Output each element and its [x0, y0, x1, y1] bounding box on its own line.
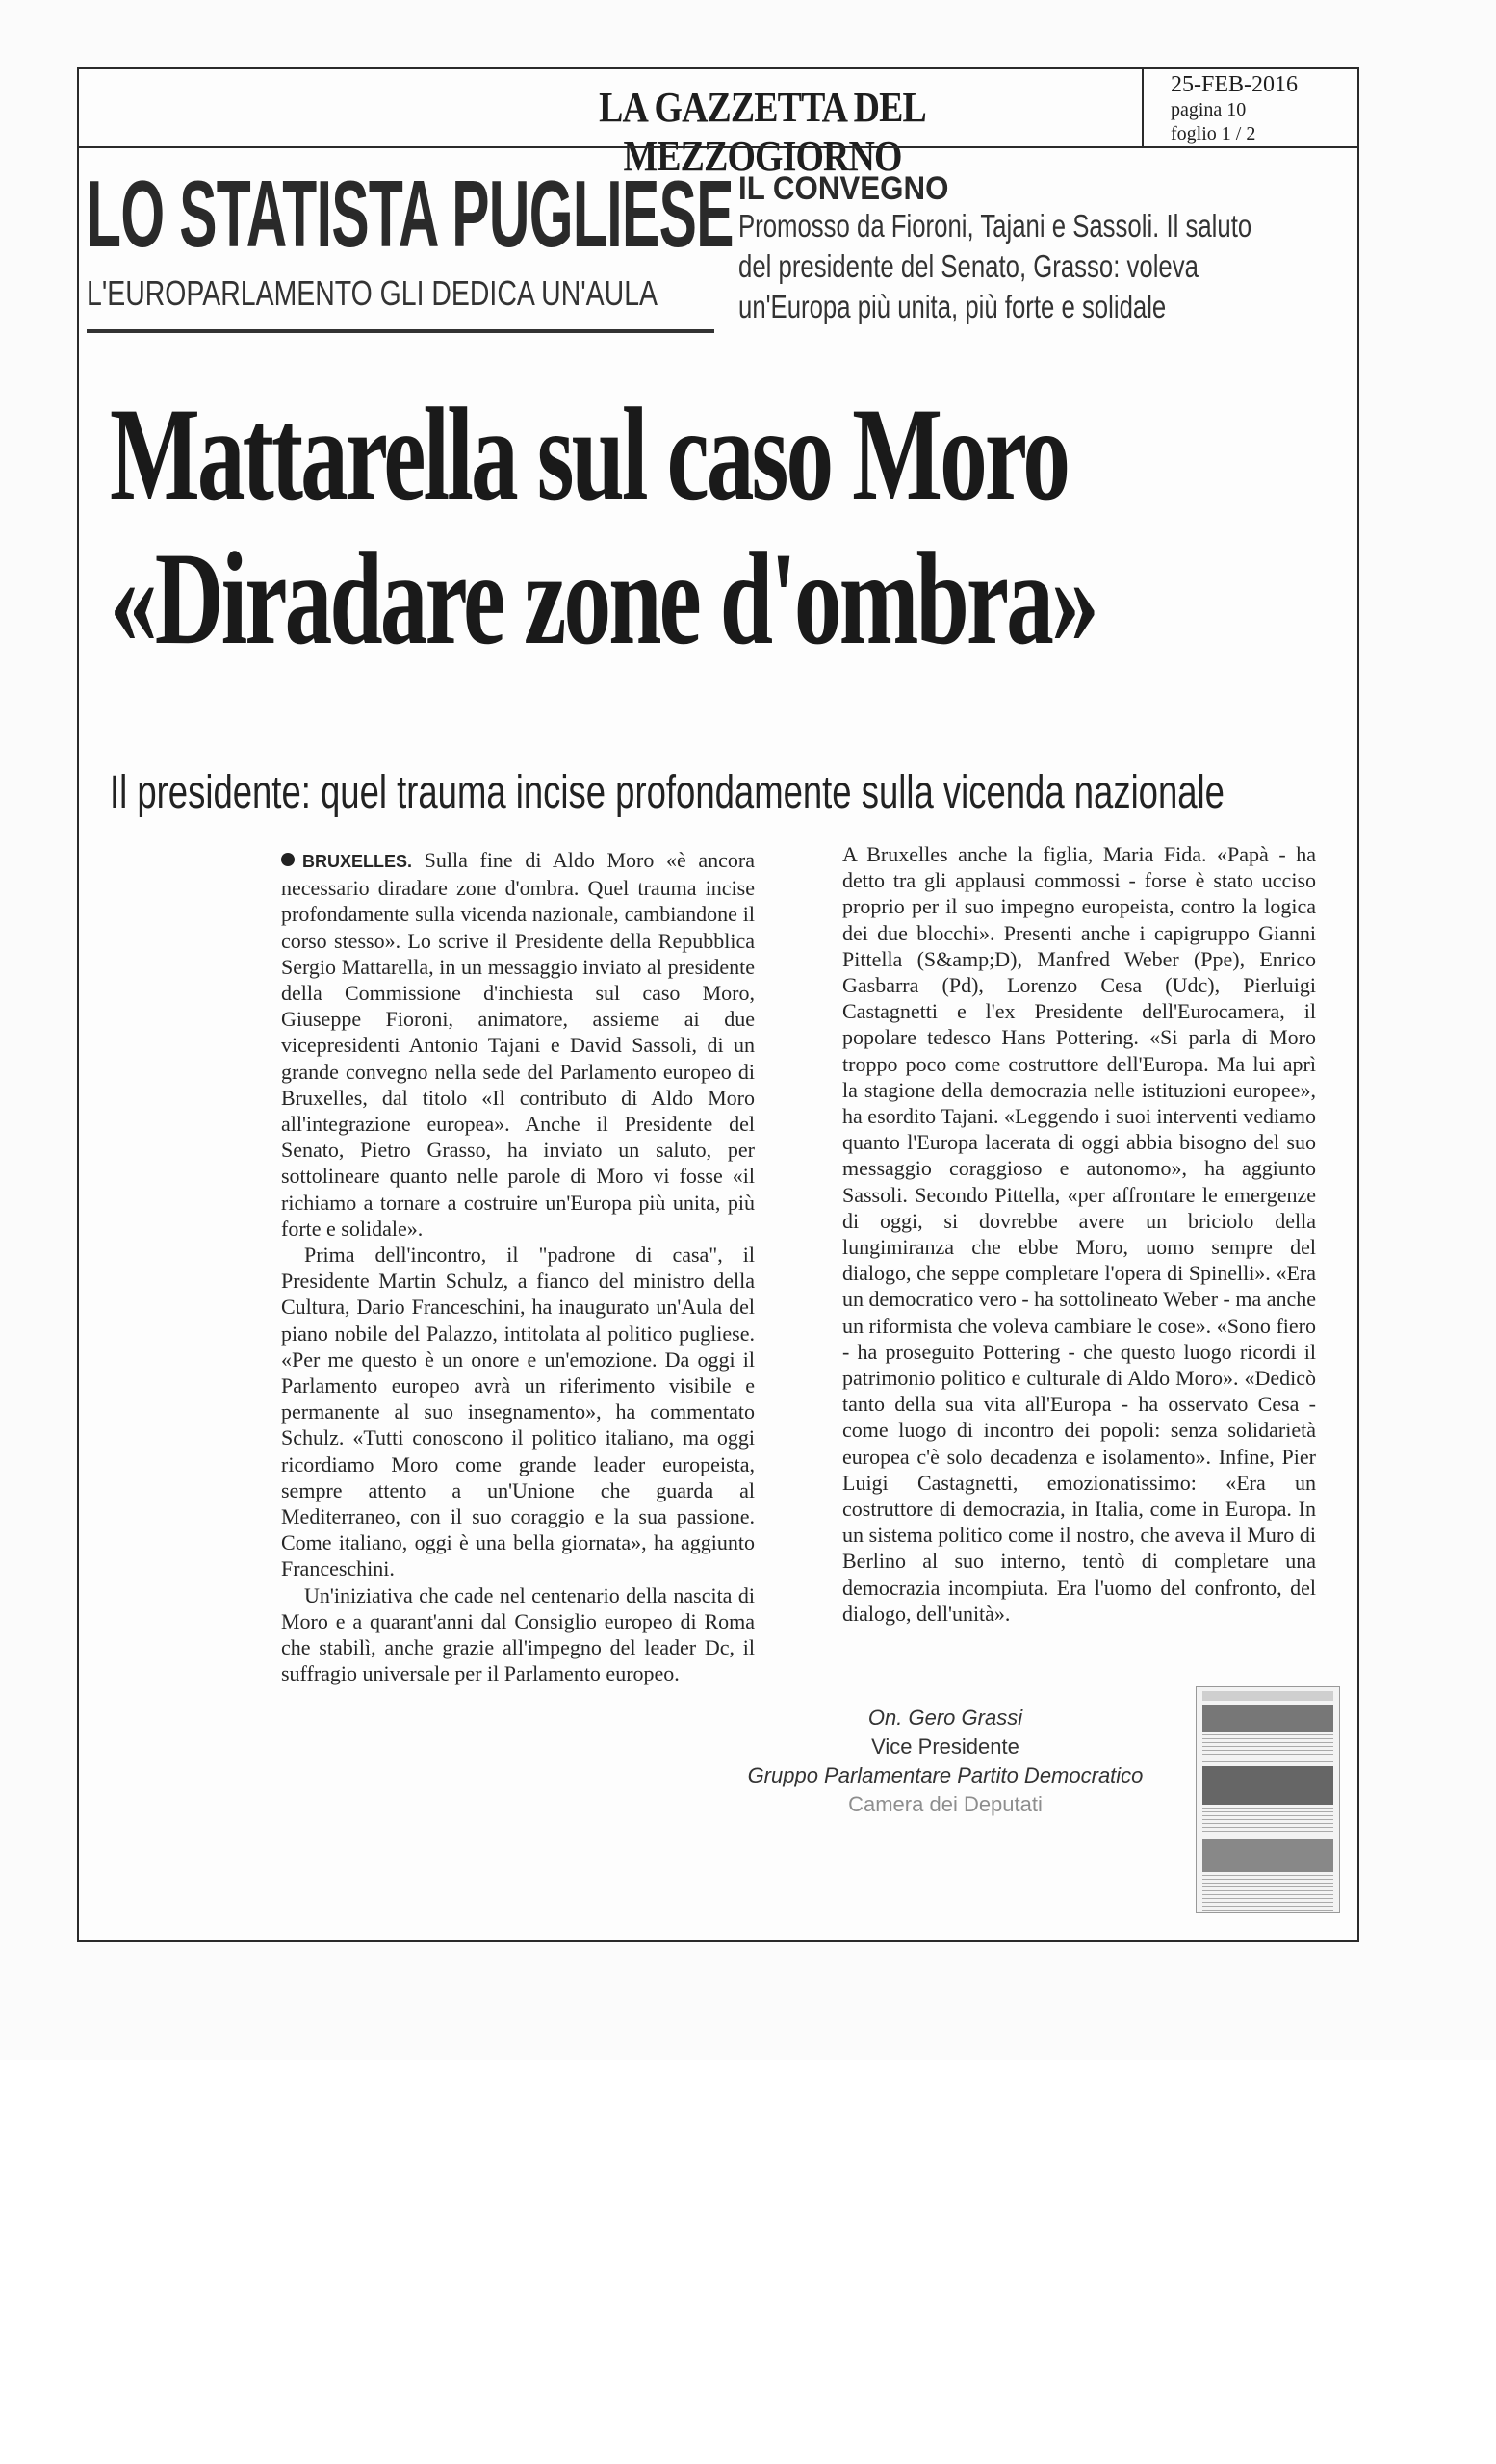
thumbnail-masthead — [1202, 1691, 1333, 1701]
signature-stamp — [657, 1704, 1234, 1819]
headline-line-2: «Diradare zone d'ombra» — [110, 525, 1096, 672]
article-paragraph — [281, 847, 755, 1242]
signature-name: On. Gero Grassi — [867, 1706, 1023, 1730]
date-box — [1142, 67, 1357, 148]
headline-line-1: Mattarella sul caso Moro — [110, 380, 1069, 527]
signature-office: Camera dei Deputati — [848, 1792, 1043, 1816]
convegno-line: Promosso da Fioroni, Tajani e Sassoli. Il saluto — [738, 208, 1252, 244]
thumbnail-photo — [1202, 1766, 1333, 1805]
thumbnail-headline-block — [1202, 1705, 1333, 1732]
thumbnail-text — [1202, 1808, 1333, 1836]
signature-group: Gruppo Parlamentare Partito Democratico — [747, 1763, 1144, 1787]
masthead-divider — [79, 146, 1357, 148]
kicker-divider — [87, 329, 714, 333]
newspaper-clipping — [77, 67, 1359, 1942]
main-headline — [110, 380, 1096, 672]
page-thumbnail — [1196, 1686, 1340, 1913]
article-column-right — [842, 841, 1316, 1627]
convegno-line: un'Europa più unita, più forte e solidale — [738, 289, 1167, 324]
kicker-block — [87, 161, 734, 314]
publication-date: 25-FEB-2016 — [1171, 72, 1298, 97]
sheet-number: foglio 1 / 2 — [1171, 123, 1256, 144]
article-paragraph: Un'iniziativa che cade nel centenario della nascita di Moro e a quarant'anni dal Consiglio europeo di Roma che stabilì, anche grazie all'impegno del leader Dc, il suffragio universale per il Parlamento europeo. — [281, 1582, 755, 1686]
convegno-label: IL CONVEGNO — [738, 170, 949, 207]
thumbnail-photo — [1202, 1839, 1333, 1872]
thumbnail-text — [1202, 1734, 1333, 1763]
bullet-icon — [281, 853, 295, 866]
dateline: BRUXELLES. — [302, 852, 413, 871]
page-number: pagina 10 — [1171, 99, 1247, 120]
thumbnail-text — [1202, 1875, 1333, 1913]
kicker-title: LO STATISTA PUGLIESE — [87, 161, 734, 267]
subheadline: Il presidente: quel trauma incise profondamente sulla vicenda nazionale — [110, 767, 1225, 818]
newspaper-masthead: LA GAZZETTA DEL MEZZOGIORNO — [599, 84, 926, 180]
kicker-subtitle: L'EUROPARLAMENTO GLI DEDICA UN'AULA — [87, 273, 658, 313]
paragraph-text: Sulla fine di Aldo Moro «è ancora necessario diradare zone d'ombra. Quel trauma incise profondamente sulla vicenda nazionale, cambiandone il corso stesso». Lo scrive il Presidente della Repubblica Sergio Mattarella, in un messaggio inviato al presidente della Commissione d'inchiesta sul caso Moro, Giuseppe Fioroni, animatore, assieme ai due vicepresidenti Antonio Tajani e David Sassoli, di un grande convegno nella sede del Parlamento europeo di Bruxelles, dal titolo «Il contributo di Aldo Moro all'integrazione europea». Anche il Presidente del Senato, Pietro Grasso, ha inviato un saluto, per sottolineare quanto nelle parole di Moro vi fosse «il richiamo a tornare a costruire un'Europa più unita, più forte e solidale». — [281, 848, 755, 1241]
convegno-line: del presidente del Senato, Grasso: voleva — [738, 248, 1199, 284]
article-paragraph: Prima dell'incontro, il "padrone di casa", il Presidente Martin Schulz, a fianco del ministro della Cultura, Dario Franceschini, ha inaugurato un'Aula del piano nobile del Palazzo, intitolata al politico pugliese. «Per me questo è un onore e un'emozione. Da oggi il Parlamento europeo avrà un riferimento visibile e permanente al suo insegnamento», ha commentato Schulz. «Tutti conoscono il politico italiano, ma oggi ricordiamo Moro come grande leader europeista, sempre attento a un'Unione che guarda al Mediterraneo, con il suo coraggio e la sua passione. Come italiano, oggi è una bella giornata», ha aggiunto Franceschini. — [281, 1243, 755, 1581]
signature-role: Vice Presidente — [871, 1734, 1019, 1758]
article-column-left — [281, 847, 755, 1687]
convegno-block — [738, 171, 1354, 327]
article-paragraph: A Bruxelles anche la figlia, Maria Fida. «Papà - ha detto tra gli applausi commossi - forse è stato ucciso proprio per il suo impegno europeista, contro la logica dei due blocchi». Presenti anche i capigruppo Gianni Pittella (S&amp;D), Manfred Weber (Ppe), Enrico Gasbarra (Pd), Lorenzo Cesa (Udc), Pierluigi Castagnetti e l'ex Presidente dell'Eurocamera, il popolare tedesco Hans Pottering. «Si parla di Moro troppo poco come costruttore dell'Europa. Ma lui aprì la stagione della democrazia nelle istituzioni europee», ha esordito Tajani. «Leggendo i suoi interventi vediamo quanto l'Europa lacerata di oggi abbia bisogno del suo messaggio coraggioso e autonomo», ha aggiunto Sassoli. Secondo Pittella, «per affrontare le emergenze di oggi, si dovrebbe avere un briciolo della lungimiranza che ebbe Moro, uomo sempre del dialogo, che seppe completare l'opera di Spinelli». «Era un democratico vero - ha sottolineato Weber - ma anche un riformista che voleva cambiare le cose». «Sono fiero - ha proseguito Pottering - che questo luogo ricordi il patrimonio politico e culturale di Aldo Moro». «Dedicò tanto della sua vita all'Europa - ha osservato Cesa - come luogo di incontro dei popoli: senza solidarietà europea c'è solo decadenza e isolamento». Infine, Pier Luigi Castagnetti, emozionatissimo: «Era un costruttore di democrazia, in Italia, come in Europa. In un sistema politico come il nostro, che aveva il Muro di Berlino al suo interno, tentò di completare una democrazia incompiuta. Era l'uomo del confronto, del dialogo, dell'unità». — [842, 842, 1317, 1626]
